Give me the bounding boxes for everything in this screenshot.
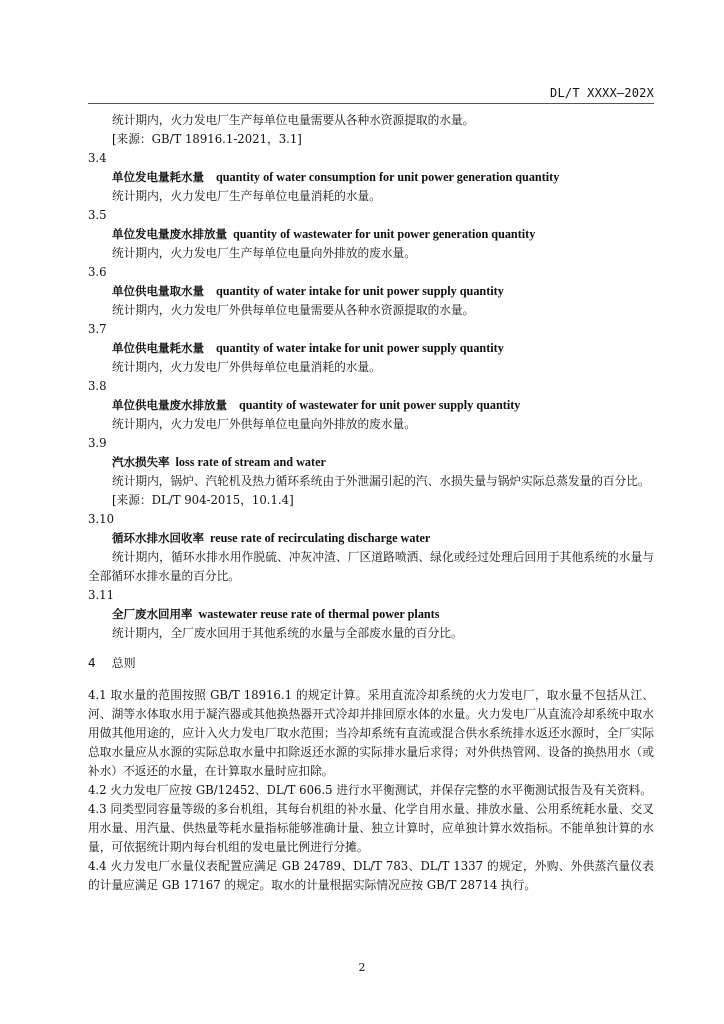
term-english: wastewater reuse rate of thermal power plants [198,607,440,621]
clause-number: 3.7 [88,322,107,336]
definition-text: 统计期内，火力发电厂生产每单位电量需要从各种水资源提取的水量。 [112,113,475,127]
term-chinese: 单位供电量取水量 [112,284,204,298]
section-title: 总则 [111,656,136,670]
page-number: 2 [358,961,366,974]
term-english: quantity of water intake for unit power supply quantity [216,284,504,298]
clause-number: 3.5 [88,208,107,222]
term-chinese: 汽水损失率 [112,455,170,469]
clause-paragraph: 4.3 同类型同容量等级的多台机组，其每台机组的补水量、化学自用水量、排放水量、公用系统耗水量、交叉用水量、用汽量、供热量等耗水量指标能够准确计量、独立计算时，应单独计算水效指标。不能单独计算的水量，可依据统计期内每台机组的发电量比例进行分摊。 [88,802,654,854]
term-chinese: 单位发电量废水排放量 [112,227,227,241]
source-reference: [来源：DL/T 904-2015，10.1.4] [112,493,294,507]
section-number: 4 [88,656,96,670]
definition-text: 统计期内，循环水排水用作脱硫、冲灰冲渣、厂区道路喷洒、绿化或经过处理后回用于其他系统的水量与全部循环水排水量的百分比。 [88,550,654,583]
header-rule [88,103,654,104]
term-entry [88,605,654,624]
term-entry [88,282,654,301]
definition-text: 统计期内，火力发电厂生产每单位电量向外排放的废水量。 [112,246,416,260]
clause-number: 3.10 [88,512,115,526]
clause-paragraph: 4.1 取水量的范围按照 GB/T 18916.1 的规定计算。采用直流冷却系统的火力发电厂，取水量不包括从江、河、湖等水体取水用于凝汽器或其他换热器开式冷却并排回原水体的水量。火力发电厂从直流冷却系统中取水用做其他用途的，应计入火力发电厂取水范围；当冷却系统有直流或混合供水系统排水返还水源时，全厂实际总取水量应从水源的实际总取水量中扣除返还水源的实际排水量后求得；对外供热管网、设备的换热用水（或补水）不返还的水量，在计算取水量时应扣除。 [88,688,654,778]
term-english: reuse rate of recirculating discharge water [210,531,431,545]
term-entry [88,225,654,244]
term-entry [88,529,654,548]
clause-number: 3.9 [88,436,107,450]
term-english: quantity of wastewater for unit power supply quantity [239,398,521,412]
clause-number: 3.8 [88,379,107,393]
term-chinese: 全厂废水回用率 [112,607,193,621]
term-english: quantity of wastewater for unit power generation quantity [233,227,536,241]
clause-number: 3.6 [88,265,107,279]
term-english: loss rate of stream and water [175,455,326,469]
term-chinese: 循环水排水回收率 [112,531,204,545]
term-english: quantity of water consumption for unit power generation quantity [216,170,560,184]
definition-text: 统计期内，火力发电厂外供每单位电量需要从各种水资源提取的水量。 [112,303,475,317]
term-chinese: 单位发电量耗水量 [112,170,204,184]
page-body [88,111,654,895]
definition-text: 统计期内，火力发电厂外供每单位电量向外排放的废水量。 [112,417,416,431]
definition-text: 统计期内，火力发电厂外供每单位电量消耗的水量。 [112,360,381,374]
definition-text: 统计期内，全厂废水回用于其他系统的水量与全部废水量的百分比。 [112,626,463,640]
term-chinese: 单位供电量耗水量 [112,341,204,355]
clause-paragraph: 4.2 火力发电厂应按 GB/12452、DL/T 606.5 进行水平衡测试，并保存完整的水平衡测试报告及有关资料。 [88,783,652,797]
term-chinese: 单位供电量废水排放量 [112,398,227,412]
clause-number: 3.11 [88,588,115,602]
term-entry [88,339,654,358]
definition-text: 统计期内，锅炉、汽轮机及热力循环系统由于外泄漏引起的汽、水损失量与锅炉实际总蒸发量的百分比。 [112,474,650,488]
document-code: DL/T XXXX—202X [550,86,654,100]
term-english: quantity of water intake for unit power supply quantity [216,341,504,355]
source-reference: [来源：GB/T 18916.1-2021，3.1] [112,132,302,146]
clause-number: 3.4 [88,151,107,165]
section-heading [88,654,654,673]
term-entry [88,168,654,187]
definition-text: 统计期内，火力发电厂生产每单位电量消耗的水量。 [112,189,381,203]
term-entry [88,396,654,415]
clause-paragraph: 4.4 火力发电厂水量仪表配置应满足 GB 24789、DL/T 783、DL/T 1337 的规定，外购、外供蒸汽量仪表的计量应满足 GB 17167 的规定。取水的计量根据实际情况应按 GB/T 28714 执行。 [88,859,654,892]
term-entry [88,453,654,472]
